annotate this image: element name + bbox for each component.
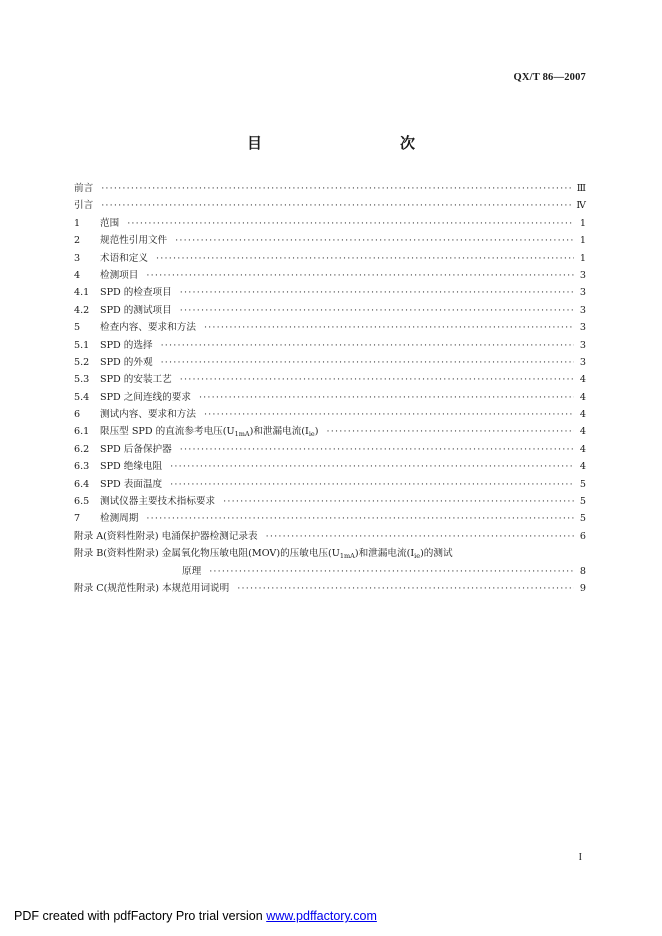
toc-entry-title: SPD 的安装工艺 [100, 374, 172, 386]
toc-entry-6-3[interactable] [74, 458, 586, 475]
toc-leader-dots [175, 232, 574, 249]
toc-entry-4[interactable] [74, 267, 586, 284]
toc-entry-page: 5 [579, 496, 586, 508]
toc-entry-title: 规范性引用文件 [100, 235, 168, 247]
toc-entry-page: 3 [579, 322, 586, 334]
toc-entry-7[interactable] [74, 510, 586, 527]
toc-entry-number: 3 [74, 252, 81, 264]
toc-entry-title: 检测周期 [100, 513, 139, 525]
toc-entry-number: 5.2 [74, 356, 90, 368]
toc-leader-dots [237, 580, 574, 597]
toc-entry-page: Ⅲ [576, 183, 586, 194]
toc-text-part: 限压型 SPD 的直流参考电压(U [100, 426, 235, 438]
toc-entry-number: 7 [74, 513, 81, 525]
toc-text-part: )的测试 [420, 548, 453, 560]
toc-leader-dots [127, 215, 574, 232]
toc-entry-number: 4.2 [74, 304, 90, 316]
subscript: 1mA [339, 552, 355, 561]
toc-leader-dots [101, 197, 572, 214]
toc-entry-4-1[interactable] [74, 284, 586, 301]
toc-entry-page: 4 [579, 391, 586, 403]
toc-entry-number: 5 [74, 322, 81, 334]
toc-leader-dots [161, 337, 574, 354]
toc-entry-title: 范围 [100, 217, 120, 229]
toc-entry-title-continued: 原理 [182, 565, 202, 577]
table-of-contents [74, 180, 586, 597]
toc-entry-page: 6 [579, 530, 586, 542]
toc-entry-page: 3 [579, 287, 586, 299]
toc-leader-dots [146, 267, 574, 284]
toc-entry-4-2[interactable] [74, 302, 586, 319]
toc-leader-dots [156, 250, 574, 267]
toc-entry-page: Ⅳ [576, 200, 586, 212]
toc-leader-dots [223, 493, 574, 510]
toc-text-part: 附录 B(资料性附录) 金属氧化物压敏电阻(MOV)的压敏电压(U [74, 548, 340, 560]
toc-entry-5-1[interactable] [74, 337, 586, 354]
standard-code: QX/T 86—2007 [513, 72, 586, 83]
toc-entry-number: 6.4 [74, 478, 90, 490]
toc-entry-title: SPD 的外观 [100, 356, 153, 368]
toc-entry-appendix-b[interactable] [74, 545, 586, 562]
pdf-creator-banner [14, 909, 377, 923]
toc-entry-page: 1 [579, 235, 586, 247]
toc-entry-number: 5.3 [74, 374, 90, 386]
toc-entry-page: 5 [579, 513, 586, 525]
toc-entry-title: 附录 C(规范性附录) 本规范用词说明 [74, 582, 230, 594]
toc-entry-title: 前言 [74, 183, 94, 194]
toc-leader-dots [101, 180, 573, 197]
toc-entry-page: 5 [579, 478, 586, 490]
toc-entry-5-4[interactable] [74, 389, 586, 406]
toc-entry-page: 1 [579, 217, 586, 229]
toc-entry-page: 8 [579, 565, 586, 577]
toc-entry-number: 6.1 [74, 426, 90, 438]
toc-leader-dots [180, 284, 574, 301]
toc-entry-page: 1 [579, 252, 586, 264]
toc-leader-dots [327, 423, 574, 440]
toc-text-part: ) [314, 426, 319, 438]
toc-entry-5[interactable] [74, 319, 586, 336]
toc-entry-page: 3 [579, 269, 586, 281]
toc-entry-title: 附录 A(资料性附录) 电涌保护器检测记录表 [74, 530, 258, 542]
toc-entry-title: SPD 的选择 [100, 339, 153, 351]
toc-entry-title: 术语和定义 [100, 252, 148, 264]
toc-entry-title: SPD 绝缘电阻 [100, 461, 163, 473]
toc-entry-title: SPD 之间连线的要求 [100, 391, 191, 403]
toc-text-part: )和泄漏电流(I [249, 426, 309, 438]
toc-entry-page: 3 [579, 339, 586, 351]
toc-leader-dots [204, 319, 574, 336]
subscript: ie [308, 430, 315, 439]
toc-entry-1[interactable] [74, 215, 586, 232]
toc-entry-introduction[interactable] [74, 197, 586, 214]
toc-entry-title: 引言 [74, 200, 94, 212]
toc-entry-title: SPD 的检查项目 [100, 287, 172, 299]
banner-text: PDF created with pdfFactory Pro trial version [14, 909, 267, 923]
toc-entry-number: 4.1 [74, 287, 90, 299]
toc-entry-5-3[interactable] [74, 371, 586, 388]
toc-entry-number: 6.5 [74, 496, 90, 508]
toc-entry-number: 1 [74, 217, 81, 229]
toc-entry-title: 检测项目 [100, 269, 139, 281]
toc-entry-number: 6.3 [74, 461, 90, 473]
toc-entry-number: 5.1 [74, 339, 90, 351]
toc-entry-6-2[interactable] [74, 441, 586, 458]
toc-leader-dots [170, 458, 574, 475]
page-number: I [578, 852, 582, 863]
subscript: 1mA [234, 430, 250, 439]
toc-leader-dots [266, 528, 574, 545]
toc-entry-2[interactable] [74, 232, 586, 249]
toc-entry-page: 4 [579, 426, 586, 438]
toc-entry-title: SPD 表面温度 [100, 478, 163, 490]
toc-leader-dots [209, 563, 574, 580]
toc-entry-page: 4 [579, 374, 586, 386]
toc-entry-page: 4 [579, 409, 586, 421]
toc-entry-title: 检查内容、要求和方法 [100, 322, 196, 334]
toc-entry-number: 5.4 [74, 391, 90, 403]
toc-entry-number: 6.2 [74, 443, 90, 455]
page-title: 目 次 [246, 134, 451, 152]
toc-entry-title: 测试内容、要求和方法 [100, 409, 196, 421]
toc-leader-dots [199, 389, 574, 406]
toc-entry-page: 3 [579, 304, 586, 316]
toc-entry-preface[interactable] [74, 180, 586, 197]
toc-entry-title: 测试仪器主要技术指标要求 [100, 496, 216, 508]
toc-leader-dots [161, 354, 574, 371]
toc-entry-6-1[interactable] [74, 423, 586, 440]
toc-leader-dots [180, 371, 574, 388]
toc-entry-appendix-c[interactable] [74, 580, 586, 597]
toc-leader-dots [170, 476, 574, 493]
toc-entry-6[interactable] [74, 406, 586, 423]
toc-entry-number: 4 [74, 269, 81, 281]
toc-entry-3[interactable] [74, 250, 586, 267]
toc-entry-page: 4 [579, 461, 586, 473]
toc-text-part: )和泄漏电流(I [354, 548, 415, 560]
toc-entry-6-4[interactable] [74, 476, 586, 493]
pdffactory-link[interactable]: www.pdffactory.com [266, 909, 377, 923]
toc-leader-dots [204, 406, 574, 423]
toc-entry-page: 4 [579, 443, 586, 455]
toc-entry-page: 9 [579, 582, 586, 594]
toc-leader-dots [180, 302, 574, 319]
toc-entry-5-2[interactable] [74, 354, 586, 371]
toc-entry-number: 2 [74, 235, 81, 247]
toc-leader-dots [180, 441, 574, 458]
toc-entry-title: SPD 后备保护器 [100, 443, 172, 455]
toc-entry-page: 3 [579, 356, 586, 368]
toc-entry-6-5[interactable] [74, 493, 586, 510]
toc-entry-appendix-a[interactable] [74, 528, 586, 545]
subscript: ie [414, 552, 421, 561]
toc-entry-number: 6 [74, 409, 81, 421]
toc-leader-dots [146, 510, 574, 527]
toc-entry-title: SPD 的测试项目 [100, 304, 172, 316]
